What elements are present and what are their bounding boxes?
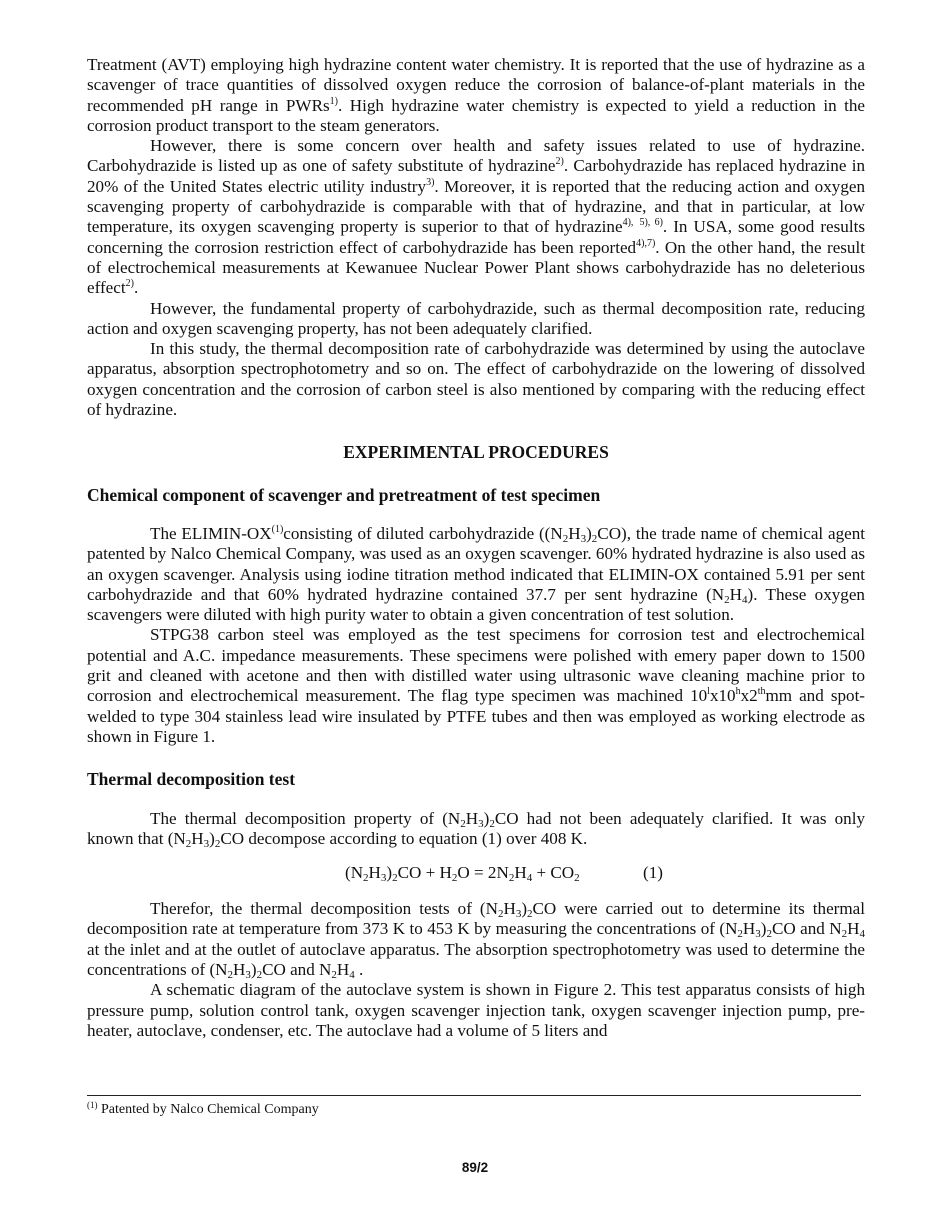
- page-number: 89/2: [461, 1160, 489, 1175]
- footnote-divider: [87, 1095, 861, 1096]
- intro-paragraph-3: However, the fundamental property of carbohydrazide, such as thermal decomposition rate, reducing action and oxygen scavenging property, has not been adequately clarified.: [87, 298, 865, 338]
- thermal-paragraph-3: A schematic diagram of the autoclave system is shown in Figure 2. This test apparatus consists of high pressure pump, solution control tank, oxygen scavenger injection tank, oxygen scavenger injection pump, pre-heater, autoclave, condenser, etc. The autoclave had a volume of 5 liters and: [87, 980, 865, 1040]
- equation-number: (1): [643, 863, 663, 883]
- equation-expression: $(N_2H_3)_2CO + H_2O = 2N_2H_4 + CO_2$: [345, 863, 580, 885]
- thermal-paragraph-1: The thermal decomposition property of $(N_2H_3)_2CO$ had not been adequately clarified. It was only known that $(N_2H_3)_2CO$ decompose according to equation (1) over 408 K.: [87, 808, 865, 850]
- intro-paragraph-4: In this study, the thermal decomposition rate of carbohydrazide was determined by using the autoclave apparatus, absorption spectrophotometry and so on. The effect of carbohydrazide on the lowering of dissolved oxygen concentration and the corrosion of carbon steel is also mentioned by comparing with the reducing effect of hydrazine.: [87, 339, 865, 420]
- thermal-paragraph-2: Therefor, the thermal decomposition tests of $(N_2H_3)_2CO$ were carried out to determine its thermal decomposition rate at temperature from 373 K to 453 K by measuring the concentrations of $(N_2H_3)_2CO$ and $N_2H_4$ at the inlet and at the outlet of autoclave apparatus. The absorption spectrophotometry was used to determine the concentrations of $(N_2H_3)_2CO$ and $N_2H_4$ .: [87, 899, 865, 981]
- chemical-paragraph-1: The ELIMIN-OX$^{(1)}$consisting of diluted carbohydrazide $((N_2H_3)_2CO)$, the trade name of chemical agent patented by Nalco Chemical Company, was used as an oxygen scavenger. 60% hydrated hydrazine is also used as an oxygen scavenger. Analysis using iodine titration method indicated that ELIMIN-OX contained 5.91 per sent carbohydrazide and that 60% hydrated hydrazine contained 37.7 per sent hydrazine $(N_2H_4)$. These oxygen scavengers were diluted with high purity water to obtain a given concentration of test solution.: [87, 523, 866, 625]
- section-title: EXPERIMENTAL PROCEDURES: [343, 442, 609, 463]
- equation-1: [87, 863, 865, 885]
- intro-paragraph-2: However, there is some concern over health and safety issues related to use of hydrazine. Carbohydrazide is listed up as one of safety substitute of hydrazine$^{2)}$. Carbohydrazide has replaced hydrazine in 20% of the United States electric utility industry$^{3)}$. Moreover, it is reported that the reducing action and oxygen scavenging property of carbohydrazide is comparable with that of hydrazine, and that in particular, at low temperature, its oxygen scavenging property is superior to that of hydrazine$^{4),}$ $^{5), 6)}$. In USA, some good results concerning the corrosion restriction effect of carbohydrazide has been reported$^{4),7)}$. On the other hand, the result of electrochemical measurements at Kewanuee Nuclear Power Plant shows carbohydrazide has no deleterious effect$^{2)}$.: [87, 136, 866, 298]
- subsection-heading-chemical: Chemical component of scavenger and pretreatment of test specimen: [87, 484, 601, 505]
- footnote: $^{(1)}$ Patented by Nalco Chemical Company: [87, 1100, 319, 1117]
- subsection-heading-thermal: Thermal decomposition test: [87, 769, 296, 790]
- page-body: [87, 55, 865, 1041]
- intro-paragraph-1: Treatment (AVT) employing high hydrazine content water chemistry. It is reported that the use of hydrazine as a scavenger of trace quantities of dissolved oxygen reduce the corrosion of balance-of-plant materials in the recommended pH range in PWRs$^{1)}$. High hydrazine water chemistry is expected to yield a reduction in the corrosion product transport to the steam generators.: [87, 55, 865, 135]
- chemical-paragraph-2: STPG38 carbon steel was employed as the test specimens for corrosion test and electrochemical potential and A.C. impedance measurements. These specimens were polished with emery paper down to 1500 grit and cleaned with acetone and then with distilled water using ultrasonic wave cleaning machine prior to corrosion and electrochemical measurement. The flag type specimen was machined 10$^l$x10$^h$x2thmm and spot-welded to type 304 stainless lead wire insulated by PTFE tubes and then was employed as working electrode as shown in Figure 1.: [87, 625, 866, 746]
